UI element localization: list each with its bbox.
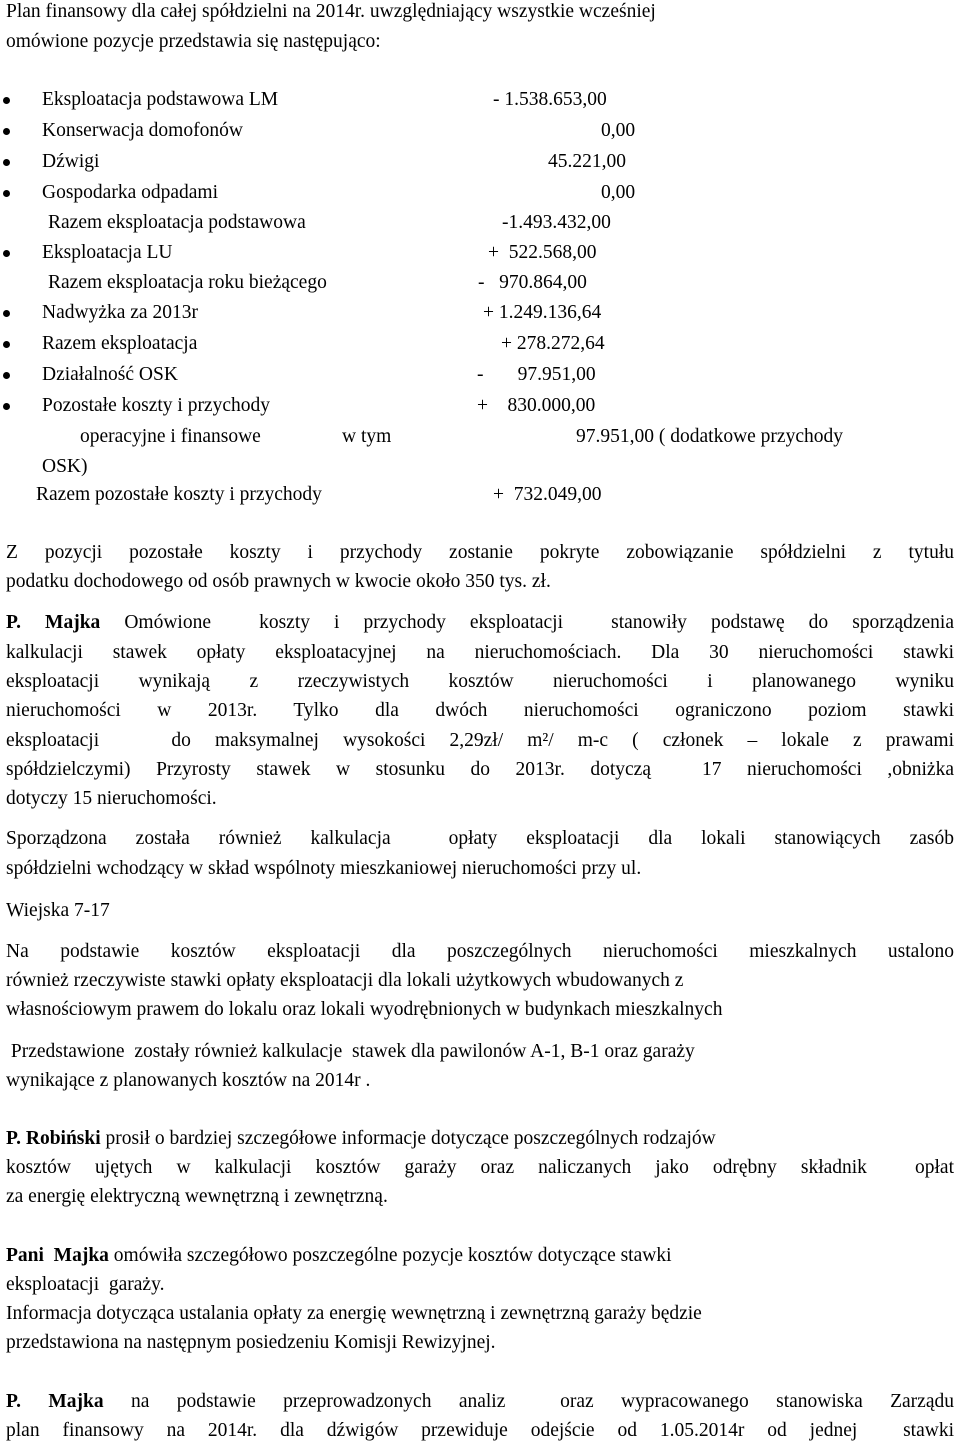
paragraph-line: za energię elektryczną wewnętrzną i zewnętrzną.: [6, 1186, 388, 1207]
paragraph-line: kalkulacji stawek opłaty eksploatacyjnej na nieruchomościach. Dla 30 nieruchomości stawki: [6, 642, 954, 663]
paragraph-line: również rzeczywiste stawki opłaty eksploatacji dla lokali użytkowych wbudowanych z: [6, 970, 684, 991]
bullet-icon: [3, 250, 10, 257]
item-label: Razem eksploatacja roku bieżącego: [48, 272, 327, 293]
speaker-name: Pani Majka: [6, 1245, 109, 1266]
bullet-icon: [3, 159, 10, 166]
paragraph-text: na podstawie przeprowadzonych analiz oraz wypracowanego stanowiska Zarządu: [103, 1391, 954, 1412]
paragraph-line: eksploatacji do maksymalnej wysokości 2,29zł/ m²/ m-c ( członek – lokale z prawami: [6, 730, 954, 751]
bullet-icon: [3, 310, 10, 317]
item-value: -1.493.432,00: [502, 212, 611, 233]
paragraph-text: Omówione koszty i przychody eksploatacji stanowiły podstawę do sporządzenia: [100, 612, 954, 633]
paragraph-line: [6, 1390, 954, 1414]
item-value: + 522.568,00: [488, 242, 597, 263]
item-value: - 97.951,00: [477, 364, 596, 385]
speaker-name: P. Robiński: [6, 1128, 101, 1149]
item-value: - 970.864,00: [478, 272, 587, 293]
item-label: Razem pozostałe koszty i przychody: [36, 484, 322, 505]
paragraph-line: Informacja dotycząca ustalania opłaty za energię wewnętrzną i zewnętrzną garaży będzie: [6, 1303, 702, 1324]
item-value: 45.221,00: [548, 151, 626, 172]
item-value: 0,00: [601, 182, 636, 203]
intro-line: omówione pozycje przedstawia się następująco:: [6, 31, 381, 52]
bullet-icon: [3, 403, 10, 410]
paragraph-line: [6, 1127, 716, 1151]
bullet-icon: [3, 128, 10, 135]
paragraph-line: kosztów ujętych w kalkulacji kosztów garaży oraz naliczanych jako odrębny składnik opłat: [6, 1157, 954, 1178]
paragraph-line: Wiejska 7-17: [6, 900, 110, 921]
item-value: 97.951,00 ( dodatkowe przychody: [576, 426, 843, 447]
paragraph-text: omówiła szczegółowo poszczególne pozycje kosztów dotyczące stawki: [108, 1245, 672, 1266]
paragraph-line: spółdzielczymi) Przyrosty stawek w stosunku do 2013r. dotyczą 17 nieruchomości ,obniżka: [6, 759, 954, 780]
paragraph-line: Przedstawione zostały również kalkulacje stawek dla pawilonów A-1, B-1 oraz garaży: [6, 1041, 695, 1062]
item-label: Działalność OSK: [42, 364, 178, 385]
bullet-icon: [3, 190, 10, 197]
item-label: Pozostałe koszty i przychody: [42, 395, 270, 416]
bullet-icon: [3, 372, 10, 379]
item-value: 0,00: [601, 120, 636, 141]
paragraph-line: plan finansowy na 2014r. dla dźwigów przewiduje odejście od 1.05.2014r od jednej stawki: [6, 1420, 954, 1441]
item-value: + 830.000,00: [477, 395, 596, 416]
speaker-name: P. Majka: [6, 612, 101, 633]
item-label: Eksploatacja LU: [42, 242, 173, 263]
item-label: Nadwyżka za 2013r: [42, 302, 198, 323]
paragraph-line: wynikające z planowanych kosztów na 2014r .: [6, 1070, 371, 1091]
paragraph-line: [6, 1244, 672, 1268]
paragraph-line: własnościowym prawem do lokalu oraz lokali wyodrębnionych w budynkach mieszkalnych: [6, 999, 723, 1020]
item-value: + 1.249.136,64: [483, 302, 602, 323]
paragraph-line: Sporządzona została również kalkulacja opłaty eksploatacji dla lokali stanowiących zasób: [6, 828, 954, 849]
item-mid: w tym: [342, 426, 392, 447]
paragraph-line: dotyczy 15 nieruchomości.: [6, 788, 217, 809]
paragraph-line: spółdzielni wchodzący w skład wspólnoty mieszkaniowej nieruchomości przy ul.: [6, 858, 642, 879]
paragraph-text: prosił o bardziej szczegółowe informacje dotyczące poszczególnych rodzajów: [100, 1128, 716, 1149]
bullet-icon: [3, 341, 10, 348]
paragraph-line: Na podstawie kosztów eksploatacji dla poszczególnych nieruchomości mieszkalnych ustalono: [6, 941, 954, 962]
paragraph-line: przedstawiona na następnym posiedzeniu Komisji Rewizyjnej.: [6, 1332, 496, 1353]
speaker-name: P. Majka: [6, 1391, 104, 1412]
paragraph-line: nieruchomości w 2013r. Tylko dla dwóch nieruchomości ograniczono poziom stawki: [6, 700, 954, 721]
intro-line: Plan finansowy dla całej spółdzielni na 2014r. uwzględniający wszystkie wcześniej: [6, 1, 656, 22]
item-label: Gospodarka odpadami: [42, 182, 218, 203]
item-label: Razem eksploatacja: [42, 333, 198, 354]
item-label: Razem eksploatacja podstawowa: [48, 212, 306, 233]
paragraph-line: eksploatacji garaży.: [6, 1274, 165, 1295]
paragraph-line: podatku dochodowego od osób prawnych w kwocie około 350 tys. zł.: [6, 571, 551, 592]
item-value: + 732.049,00: [493, 484, 602, 505]
item-label: OSK): [42, 456, 88, 477]
item-label: Eksploatacja podstawowa LM: [42, 89, 279, 110]
item-value: + 278.272,64: [501, 333, 605, 354]
item-label: Konserwacja domofonów: [42, 120, 243, 141]
item-label: operacyjne i finansowe: [80, 426, 261, 447]
bullet-icon: [3, 97, 10, 104]
paragraph-line: Z pozycji pozostałe koszty i przychody zostanie pokryte zobowiązanie spółdzielni z tytułu: [6, 542, 954, 563]
item-label: Dźwigi: [42, 151, 100, 172]
paragraph-line: eksploatacji wynikają z rzeczywistych kosztów nieruchomości i planowanego wyniku: [6, 671, 954, 692]
paragraph-line: [6, 611, 954, 635]
item-value: - 1.538.653,00: [493, 89, 607, 110]
